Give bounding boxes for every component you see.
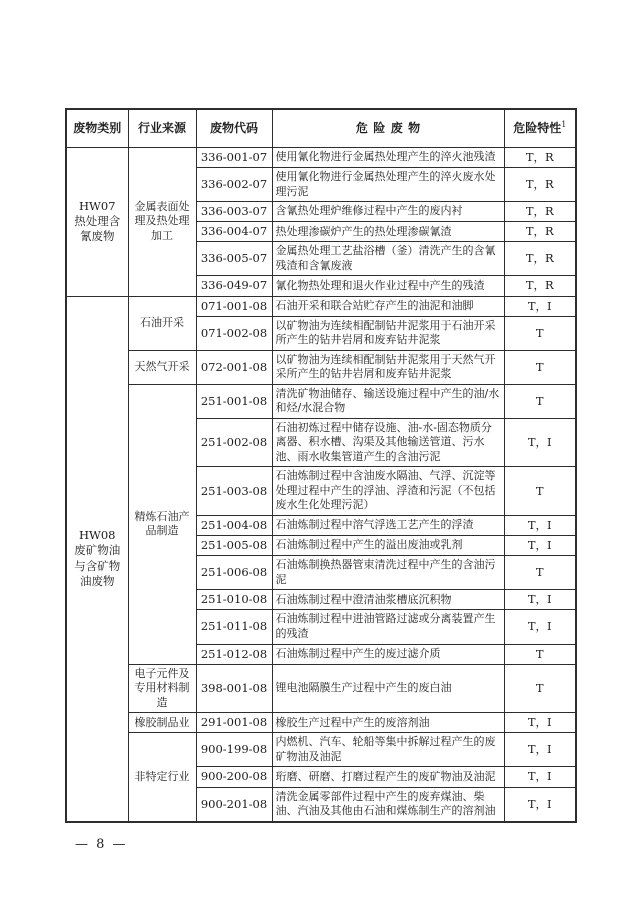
industry-source-cell: 橡胶制品业: [128, 713, 196, 733]
waste-code-cell: 900-201-08: [196, 787, 272, 822]
hazard-property-cell: T，I: [504, 418, 576, 467]
hazard-property-cell: T，R: [504, 222, 576, 242]
hazard-property-cell: T，I: [504, 733, 576, 767]
waste-code-cell: 900-200-08: [196, 767, 272, 787]
waste-description-cell: 金属热处理工艺盐浴槽（釜）清洗产生的含氰残渣和含氰废液: [272, 242, 504, 276]
table-row: [66, 713, 576, 733]
industry-source-cell: 精炼石油产品制造: [128, 384, 196, 664]
table-row: [66, 350, 576, 384]
waste-description-cell: 石油炼制换热器管束清洗过程中产生的含油污泥: [272, 556, 504, 590]
waste-description-cell: 石油开采和联合站贮存产生的油泥和油脚: [272, 296, 504, 316]
waste-code-cell: 291-001-08: [196, 713, 272, 733]
hazard-property-cell: T，I: [504, 767, 576, 787]
hazard-property-cell: T，I: [504, 536, 576, 556]
industry-source-cell: 电子元件及专用材料制造: [128, 664, 196, 713]
waste-description-cell: 橡胶生产过程中产生的废溶剂油: [272, 713, 504, 733]
header-hazard-property: 危险特性$^1$: [504, 109, 576, 147]
waste-code-cell: 251-011-08: [196, 610, 272, 644]
waste-description-cell: 锂电池隔膜生产过程中产生的废白油: [272, 664, 504, 713]
waste-description-cell: 珩磨、研磨、打磨过程产生的废矿物油及油泥: [272, 767, 504, 787]
waste-description-cell: 清洗金属零部件过程中产生的废弃煤油、柴油、汽油及其他由石油和煤炼制生产的溶剂油: [272, 787, 504, 822]
waste-category-cell: [66, 296, 128, 822]
waste-description-cell: 石油炼制过程中溶气浮选工艺产生的浮渣: [272, 515, 504, 535]
waste-code-cell: 071-001-08: [196, 296, 272, 316]
waste-table-body: [66, 147, 576, 821]
hazard-property-cell: T: [504, 316, 576, 350]
hazard-property-cell: T，R: [504, 168, 576, 202]
table-row: [66, 147, 576, 167]
waste-code-cell: 336-049-07: [196, 276, 272, 296]
waste-description-cell: 石油炼制过程中澄清油浆槽底沉积物: [272, 590, 504, 610]
waste-description-cell: 使用氰化物进行金属热处理产生的淬火废水处理污泥: [272, 168, 504, 202]
hazard-property-cell: T: [504, 664, 576, 713]
table-row: [66, 733, 576, 767]
waste-code-cell: 251-003-08: [196, 467, 272, 516]
waste-description-cell: 石油炼制过程中产生的溢出废油或乳剂: [272, 536, 504, 556]
waste-description-cell: 以矿物油为连续相配制钻井泥浆用于石油开采所产生的钻井岩屑和废弃钻井泥浆: [272, 316, 504, 350]
header-waste-code: 废物代码: [196, 109, 272, 147]
hazard-property-cell: T，I: [504, 610, 576, 644]
footnote-marker: 1: [561, 120, 567, 129]
waste-description-cell: 热处理渗碳炉产生的热处理渗碳氰渣: [272, 222, 504, 242]
waste-description-cell: 清洗矿物油储存、输送设施过程中产生的油/水和烃/水混合物: [272, 384, 504, 418]
waste-description-cell: 含氰热处理炉维修过程中产生的废内衬: [272, 202, 504, 222]
waste-description-cell: 石油炼制过程中含油废水隔油、气浮、沉淀等处理过程中产生的浮油、浮渣和污泥（不包括废水生化处理污泥）: [272, 467, 504, 516]
waste-code-cell: 251-012-08: [196, 644, 272, 664]
table-row: [66, 384, 576, 418]
table-row: [66, 296, 576, 316]
waste-code-cell: 251-002-08: [196, 418, 272, 467]
table-header-row: [66, 109, 576, 147]
hazard-property-cell: T: [504, 384, 576, 418]
waste-description-cell: 石油炼制过程中产生的废过滤介质: [272, 644, 504, 664]
waste-category-code: HW07: [79, 198, 116, 213]
hazard-property-cell: T: [504, 350, 576, 384]
table-row: [66, 664, 576, 713]
waste-description-cell: 氰化物热处理和退火作业过程中产生的残渣: [272, 276, 504, 296]
waste-code-cell: 398-001-08: [196, 664, 272, 713]
header-hazardous-waste: 危险废物: [272, 109, 504, 147]
header-industry-source: 行业来源: [128, 109, 196, 147]
waste-code-cell: 071-002-08: [196, 316, 272, 350]
waste-description-cell: 石油炼制过程中进油管路过滤或分离装置产生的残渣: [272, 610, 504, 644]
industry-source-cell: 天然气开采: [128, 350, 196, 384]
hazard-property-cell: T: [504, 467, 576, 516]
hazard-property-cell: T，R: [504, 242, 576, 276]
waste-description-cell: 以矿物油为连续相配制钻井泥浆用于天然气开采所产生的钻井岩屑和废弃钻井泥浆: [272, 350, 504, 384]
hazard-property-cell: T，R: [504, 276, 576, 296]
hazard-property-cell: T，I: [504, 713, 576, 733]
waste-code-cell: 336-003-07: [196, 202, 272, 222]
waste-code-cell: 251-005-08: [196, 536, 272, 556]
waste-code-cell: 336-002-07: [196, 168, 272, 202]
waste-code-cell: 072-001-08: [196, 350, 272, 384]
waste-code-cell: 251-006-08: [196, 556, 272, 590]
industry-source-cell: 石油开采: [128, 296, 196, 350]
hazardous-waste-table: [65, 108, 577, 823]
waste-category-name: 热处理含氰废物: [74, 214, 121, 244]
page-number: — 8 —: [75, 836, 128, 852]
industry-source-cell: 非特定行业: [128, 733, 196, 822]
header-waste-category: 废物类别: [66, 109, 128, 147]
waste-code-cell: 251-001-08: [196, 384, 272, 418]
waste-code-cell: 251-010-08: [196, 590, 272, 610]
hazard-property-cell: T，I: [504, 296, 576, 316]
waste-code-cell: 900-199-08: [196, 733, 272, 767]
industry-source-cell: 金属表面处理及热处理加工: [128, 147, 196, 296]
waste-description-cell: 内燃机、汽车、轮船等集中拆解过程产生的废矿物油及油泥: [272, 733, 504, 767]
hazard-property-cell: T，R: [504, 147, 576, 167]
waste-category-code: HW08: [79, 528, 116, 543]
waste-category-cell: [66, 147, 128, 296]
waste-code-cell: 251-004-08: [196, 515, 272, 535]
waste-code-cell: 336-001-07: [196, 147, 272, 167]
waste-description-cell: 使用氰化物进行金属热处理产生的淬火池残渣: [272, 147, 504, 167]
hazard-property-cell: T，I: [504, 590, 576, 610]
hazard-property-cell: T，I: [504, 515, 576, 535]
waste-code-cell: 336-004-07: [196, 222, 272, 242]
waste-category-name: 废矿物油与含矿物油废物: [74, 543, 121, 588]
hazard-property-cell: T: [504, 644, 576, 664]
hazard-property-cell: T，R: [504, 202, 576, 222]
waste-description-cell: 石油初炼过程中储存设施、油-水-固态物质分离器、积水槽、沟渠及其他输送管道、污水池、雨水收集管道产生的含油污泥: [272, 418, 504, 467]
waste-code-cell: 336-005-07: [196, 242, 272, 276]
hazard-property-cell: T，I: [504, 787, 576, 822]
hazard-property-cell: T: [504, 556, 576, 590]
